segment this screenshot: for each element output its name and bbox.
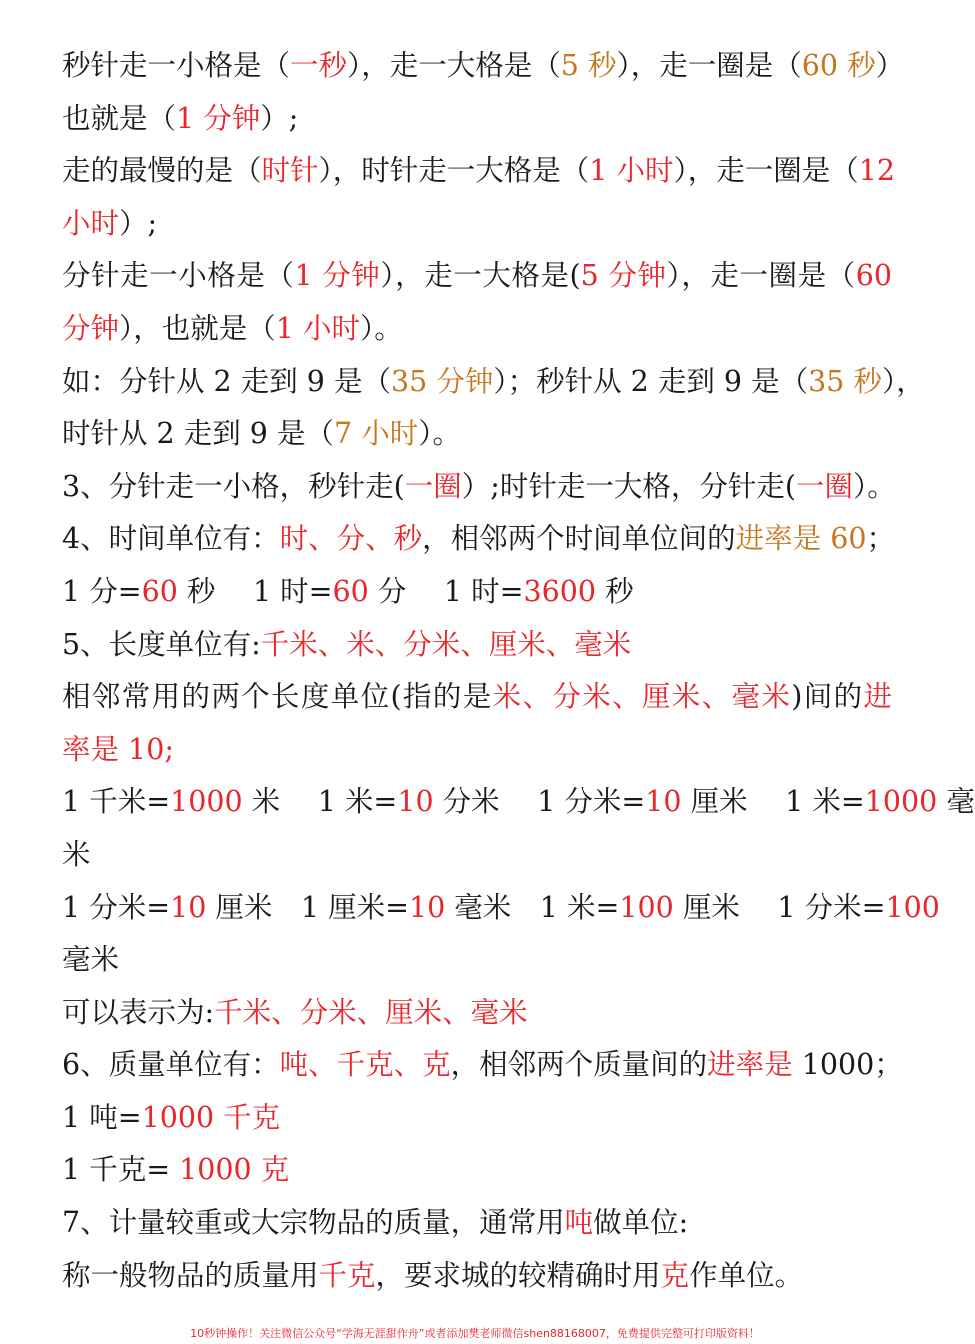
text-line [62, 934, 892, 987]
text-segment: 厘米 1 米= [681, 785, 865, 819]
text-line [62, 93, 892, 146]
highlighted-text: 10 [170, 890, 207, 924]
text-segment: ，相邻两个质量间的 [450, 1048, 708, 1082]
footer-note: 10秒钟操作！关注微信公众号“学海无涯甜作舟”或者添加樊老师微信shen88168007，免费提供完整可打印版资料！ [190, 1327, 760, 1340]
highlighted-text: 1000 [864, 785, 938, 819]
highlighted-text: 100 [619, 890, 674, 924]
text-segment: 分米 1 分米= [433, 785, 646, 819]
highlighted-text: 35 分钟 [391, 364, 494, 398]
text-segment: 米 1 米= [242, 785, 398, 819]
highlighted-text: 进率是 [707, 1048, 793, 1082]
highlighted-text: 一圈 [796, 469, 854, 503]
highlighted-text: 7 小时 [334, 417, 419, 451]
text-segment: 称一般物品的质量用 [62, 1258, 319, 1292]
text-segment: 毫 [937, 785, 975, 819]
highlighted-text: 5 秒 [560, 49, 617, 82]
text-segment: ； [866, 522, 896, 556]
text-segment: ），也就是（ [119, 311, 276, 345]
highlighted-text: 10 [408, 890, 446, 924]
text-line [62, 882, 940, 935]
text-segment: 1 千克= [62, 1153, 180, 1187]
text-segment: 做单位: [593, 1206, 689, 1240]
text-segment: 米 [62, 837, 91, 871]
highlighted-text: 进率是 60 [735, 522, 867, 556]
text-segment: 时针从 2 走到 9 是（ [62, 417, 335, 451]
highlighted-text: 吨、千克、克 [279, 1048, 451, 1082]
text-segment: 1 吨= [62, 1100, 142, 1134]
text-segment: 1 分米= [62, 890, 171, 924]
text-segment: 走的最慢的是（ [62, 154, 262, 188]
text-segment: 厘米 1 厘米= [206, 890, 409, 924]
text-segment: 作单位。 [689, 1258, 804, 1292]
text-line [62, 40, 905, 93]
highlighted-text: 分钟 [62, 311, 120, 345]
text-line [62, 776, 975, 829]
highlighted-text: 米、分米、厘米、毫米 [492, 680, 792, 714]
text-segment: 毫米 [62, 943, 120, 977]
text-segment: ），走一大格是（ [347, 49, 561, 82]
highlighted-text: 1000 千克 [141, 1100, 281, 1134]
highlighted-text: 时、分、秒 [279, 522, 423, 556]
highlighted-text: 35 秒 [808, 364, 882, 398]
text-segment: ）， [881, 364, 925, 398]
text-segment [940, 891, 969, 924]
highlighted-text: 1 分钟 [176, 101, 261, 135]
text-segment: 1000； [792, 1048, 903, 1082]
text-segment: ）；秒针从 2 走到 9 是（ [493, 364, 809, 398]
text-segment: ）;时针走一大格，分针走( [461, 469, 797, 503]
text-segment: 秒针走一小格是（ [62, 49, 291, 82]
text-segment: 可以表示为: [62, 995, 215, 1029]
highlighted-text: 60 [141, 574, 178, 608]
highlighted-text: 3600 [523, 574, 597, 608]
highlighted-text: 1000 克 [179, 1153, 290, 1187]
text-segment: ）。 [853, 469, 896, 503]
text-line [62, 1197, 892, 1250]
text-segment: ），走一圈是（ [673, 154, 859, 188]
text-segment: 秒 [596, 574, 634, 608]
highlighted-text: 一圈 [404, 469, 462, 503]
text-segment: ，要求城的较精确时用 [375, 1258, 661, 1292]
text-segment: ）。 [418, 417, 461, 451]
text-line [62, 250, 892, 303]
highlighted-text: 千米、分米、厘米、毫米 [214, 995, 528, 1029]
highlighted-text: 吨 [564, 1206, 594, 1240]
text-segment: 秒 1 时= [177, 574, 333, 608]
text-segment: ），走一圈是（ [616, 49, 802, 82]
text-line [62, 1039, 903, 1092]
text-line [62, 671, 892, 724]
highlighted-text: 1 分钟 [294, 259, 381, 293]
highlighted-text: 进 [863, 680, 892, 714]
highlighted-text: 10 [397, 785, 434, 819]
text-segment: ）; [119, 206, 158, 240]
text-segment: 也就是（ [62, 101, 177, 135]
text-line [62, 198, 892, 251]
text-segment: 相邻常用的两个长度单位(指的是 [62, 680, 493, 714]
text-segment: ），时针走一大格是（ [318, 154, 590, 188]
highlighted-text: 100 [885, 890, 940, 924]
text-segment: 分 1 时= [368, 574, 524, 608]
text-line [62, 408, 892, 461]
highlighted-text: 一秒 [290, 49, 348, 82]
highlighted-text: 1000 [170, 785, 243, 819]
text-segment: ，相邻两个时间单位间的 [422, 522, 736, 556]
text-segment: 7、计量较重或大宗物品的质量，通常用 [62, 1206, 565, 1240]
text-segment: 如：分针从 2 走到 9 是（ [62, 364, 392, 398]
text-line [62, 356, 925, 409]
document-body [62, 40, 975, 1302]
highlighted-text: 12 [858, 154, 896, 188]
text-segment: 3、分针走一小格，秒针走( [62, 469, 405, 503]
highlighted-text: 小时 [62, 206, 120, 240]
highlighted-text: 1 小时 [275, 311, 360, 345]
highlighted-text: 率是 10; [62, 732, 174, 766]
text-segment: )间的 [791, 680, 864, 714]
text-segment: 分针走一小格是（ [62, 259, 295, 293]
highlighted-text: 时针 [261, 154, 319, 188]
highlighted-text: 千克 [318, 1258, 376, 1292]
highlighted-text: 克 [660, 1258, 690, 1292]
text-segment: 厘米 1 分米= [673, 890, 886, 924]
text-line [62, 566, 892, 619]
text-line [62, 303, 892, 356]
highlighted-text: 10 [645, 785, 682, 819]
highlighted-text: 1 小时 [589, 154, 674, 188]
text-line [62, 987, 892, 1040]
highlighted-text: 60 [855, 259, 892, 293]
highlighted-text: 千米、米、分米、厘米、毫米 [260, 627, 632, 661]
text-segment: 4、时间单位有： [62, 522, 280, 556]
text-segment: ）。 [359, 311, 403, 345]
text-line [62, 1092, 892, 1145]
text-segment: ），走一大格是( [380, 259, 581, 293]
highlighted-text: 5 分钟 [580, 259, 667, 293]
text-line [62, 724, 892, 777]
text-line [62, 145, 896, 198]
highlighted-text: 60 秒 [801, 49, 876, 82]
text-line [62, 461, 896, 514]
text-segment: 5、长度单位有: [62, 627, 261, 661]
text-segment: 6、质量单位有： [62, 1048, 280, 1082]
text-segment: ）; [260, 101, 299, 135]
text-segment: ），走一圈是（ [666, 259, 856, 293]
text-segment: 毫米 1 米= [445, 890, 620, 924]
text-line [62, 1250, 892, 1303]
text-segment: 1 分= [62, 574, 142, 608]
text-line [62, 829, 892, 882]
highlighted-text: 60 [332, 574, 369, 608]
text-segment: ） [875, 49, 905, 82]
text-line [62, 619, 892, 672]
text-line [62, 513, 896, 566]
text-line [62, 1144, 892, 1197]
text-segment: 1 千米= [62, 785, 171, 819]
